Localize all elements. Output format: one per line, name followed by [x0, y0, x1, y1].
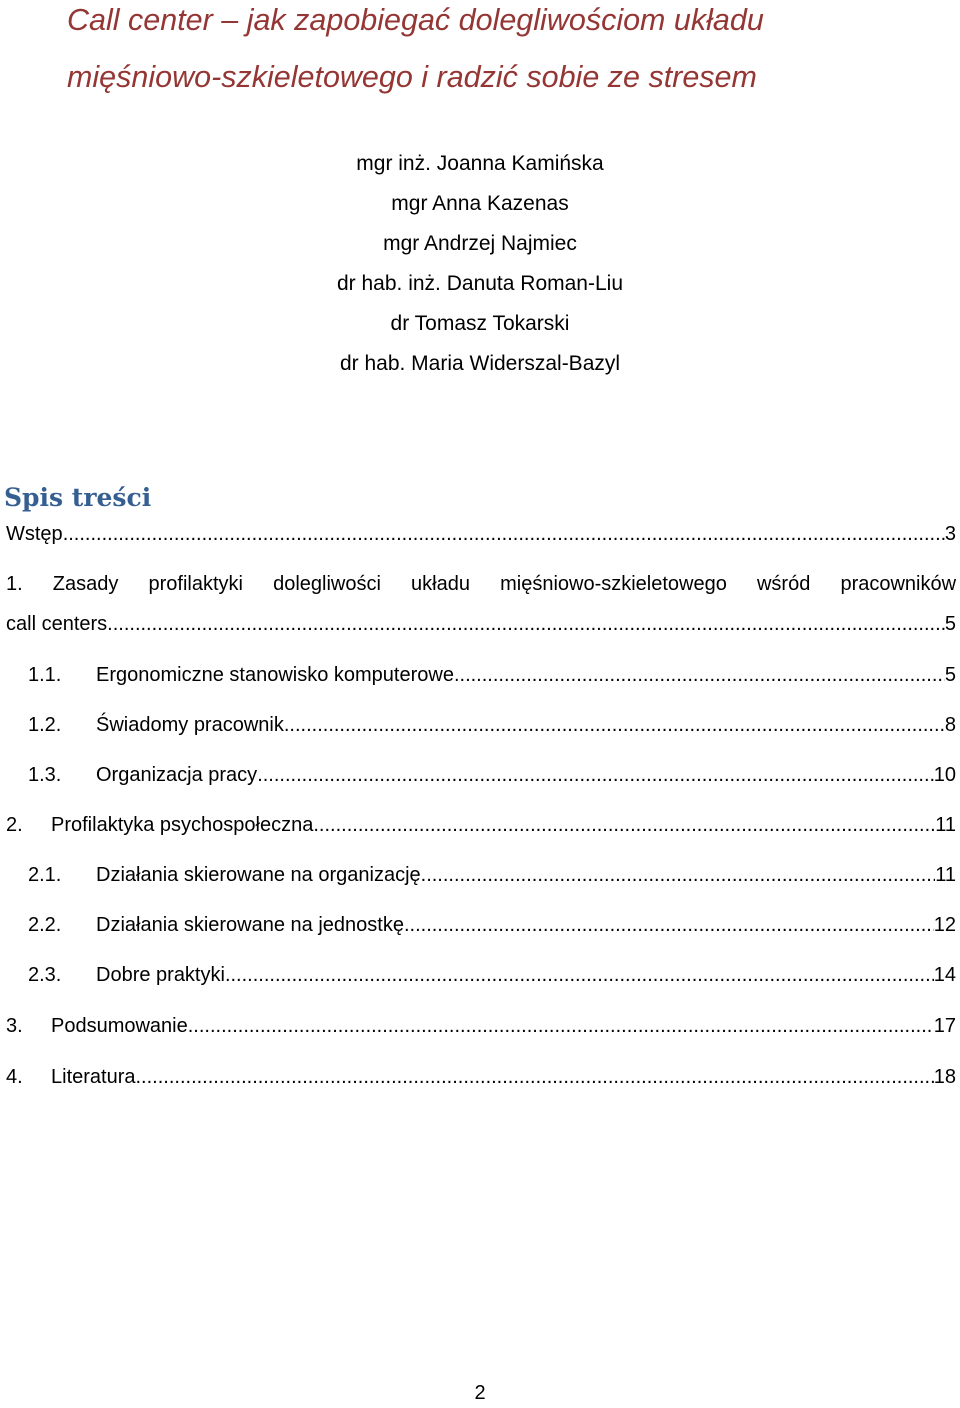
toc-dot-leader — [284, 710, 945, 740]
toc-entry-label: Ergonomiczne stanowisko komputerowe — [96, 664, 454, 686]
toc-dot-leader — [225, 960, 934, 990]
toc-entry-number: 4. — [6, 1066, 23, 1088]
toc-entry-intro[interactable] — [6, 519, 956, 549]
toc-heading: Spis treści — [4, 483, 152, 512]
toc-dot-leader — [63, 519, 945, 549]
toc-entry-word: wśród — [756, 573, 811, 595]
toc-entry-chapter-1-continued[interactable] — [6, 609, 956, 639]
toc-entry[interactable] — [28, 860, 956, 890]
toc-entry-page: 11 — [935, 864, 956, 886]
toc-entry-label: Dobre praktyki — [96, 964, 225, 986]
toc-dot-leader — [188, 1011, 934, 1041]
author: mgr Anna Kazenas — [391, 192, 569, 215]
toc-entry-label: Wstęp — [6, 523, 63, 545]
author: dr hab. inż. Danuta Roman-Liu — [337, 272, 623, 295]
title-line-2: mięśniowo-szkieletowego i radzić sobie ze stresem — [67, 60, 757, 94]
toc-dot-leader — [136, 1062, 934, 1092]
toc-entry-word: pracowników — [840, 573, 957, 595]
toc-entry-page: 17 — [933, 1015, 956, 1037]
toc-entry-label: Świadomy pracownik — [96, 714, 284, 736]
toc-entry-page: 18 — [933, 1066, 956, 1088]
toc-entry[interactable] — [6, 1062, 956, 1092]
toc-entry-number: 2. — [6, 814, 23, 836]
toc-dot-leader — [454, 660, 945, 690]
toc-entry[interactable] — [28, 960, 956, 990]
toc-entry-chapter-1[interactable] — [6, 569, 956, 599]
toc-entry[interactable] — [6, 810, 956, 840]
toc-entry-number: 3. — [6, 1015, 23, 1037]
toc-entry-page: 12 — [933, 914, 956, 936]
toc-entry-number: 2.3. — [28, 964, 62, 986]
toc-entry-label: Profilaktyka psychospołeczna — [51, 814, 314, 836]
toc-entry-word: układu — [411, 573, 470, 595]
toc-entry-page: 8 — [944, 714, 956, 736]
toc-entry-label: Literatura — [51, 1066, 136, 1088]
toc-dot-leader — [421, 860, 936, 890]
author: dr hab. Maria Widerszal-Bazyl — [339, 352, 621, 375]
toc-entry[interactable] — [6, 1011, 956, 1041]
toc-entry-page: 3 — [944, 523, 956, 545]
toc-entry-number: 2.2. — [28, 914, 62, 936]
toc-entry-word: dolegliwości — [273, 573, 381, 595]
toc-entry[interactable] — [28, 760, 956, 790]
toc-entry-page: 5 — [944, 613, 956, 635]
page-number: 2 — [474, 1382, 486, 1404]
author: mgr inż. Joanna Kamińska — [356, 152, 604, 175]
author-list — [0, 144, 960, 384]
title-line-1: Call center – jak zapobiegać dolegliwościom układu — [67, 3, 764, 37]
toc-entry-number: 1.2. — [28, 714, 62, 736]
toc-entry-page: 10 — [933, 764, 956, 786]
toc-entry-label: Działania skierowane na organizację — [96, 864, 421, 886]
toc-entry-word: profilaktyki — [148, 573, 243, 595]
toc-entry[interactable] — [28, 910, 956, 940]
author: mgr Andrzej Najmiec — [383, 232, 577, 255]
document-title — [67, 0, 947, 106]
toc-dot-leader — [257, 760, 934, 790]
toc-entry-word: mięśniowo-szkieletowego — [500, 573, 727, 595]
toc-entry-number: 1.3. — [28, 764, 62, 786]
toc-entry[interactable] — [28, 710, 956, 740]
toc-entry-page: 14 — [933, 964, 956, 986]
toc-entry-word: Zasady — [52, 573, 119, 595]
toc-dot-leader — [313, 810, 935, 840]
toc-entry[interactable] — [28, 660, 956, 690]
toc-entry-label: Działania skierowane na jednostkę — [96, 914, 404, 936]
toc-entry-label: call centers — [6, 613, 108, 635]
toc-entry-number: 1. — [6, 573, 23, 595]
toc-entry-page: 5 — [944, 664, 956, 686]
toc-dot-leader — [107, 609, 945, 639]
toc-entry-number: 2.1. — [28, 864, 62, 886]
toc-entry-page: 11 — [935, 814, 956, 836]
author: dr Tomasz Tokarski — [390, 312, 570, 335]
toc-entry-label: Organizacja pracy — [96, 764, 258, 786]
toc-entry-number: 1.1. — [28, 664, 62, 686]
toc-entry-label: Podsumowanie — [51, 1015, 188, 1037]
toc-dot-leader — [404, 910, 934, 940]
